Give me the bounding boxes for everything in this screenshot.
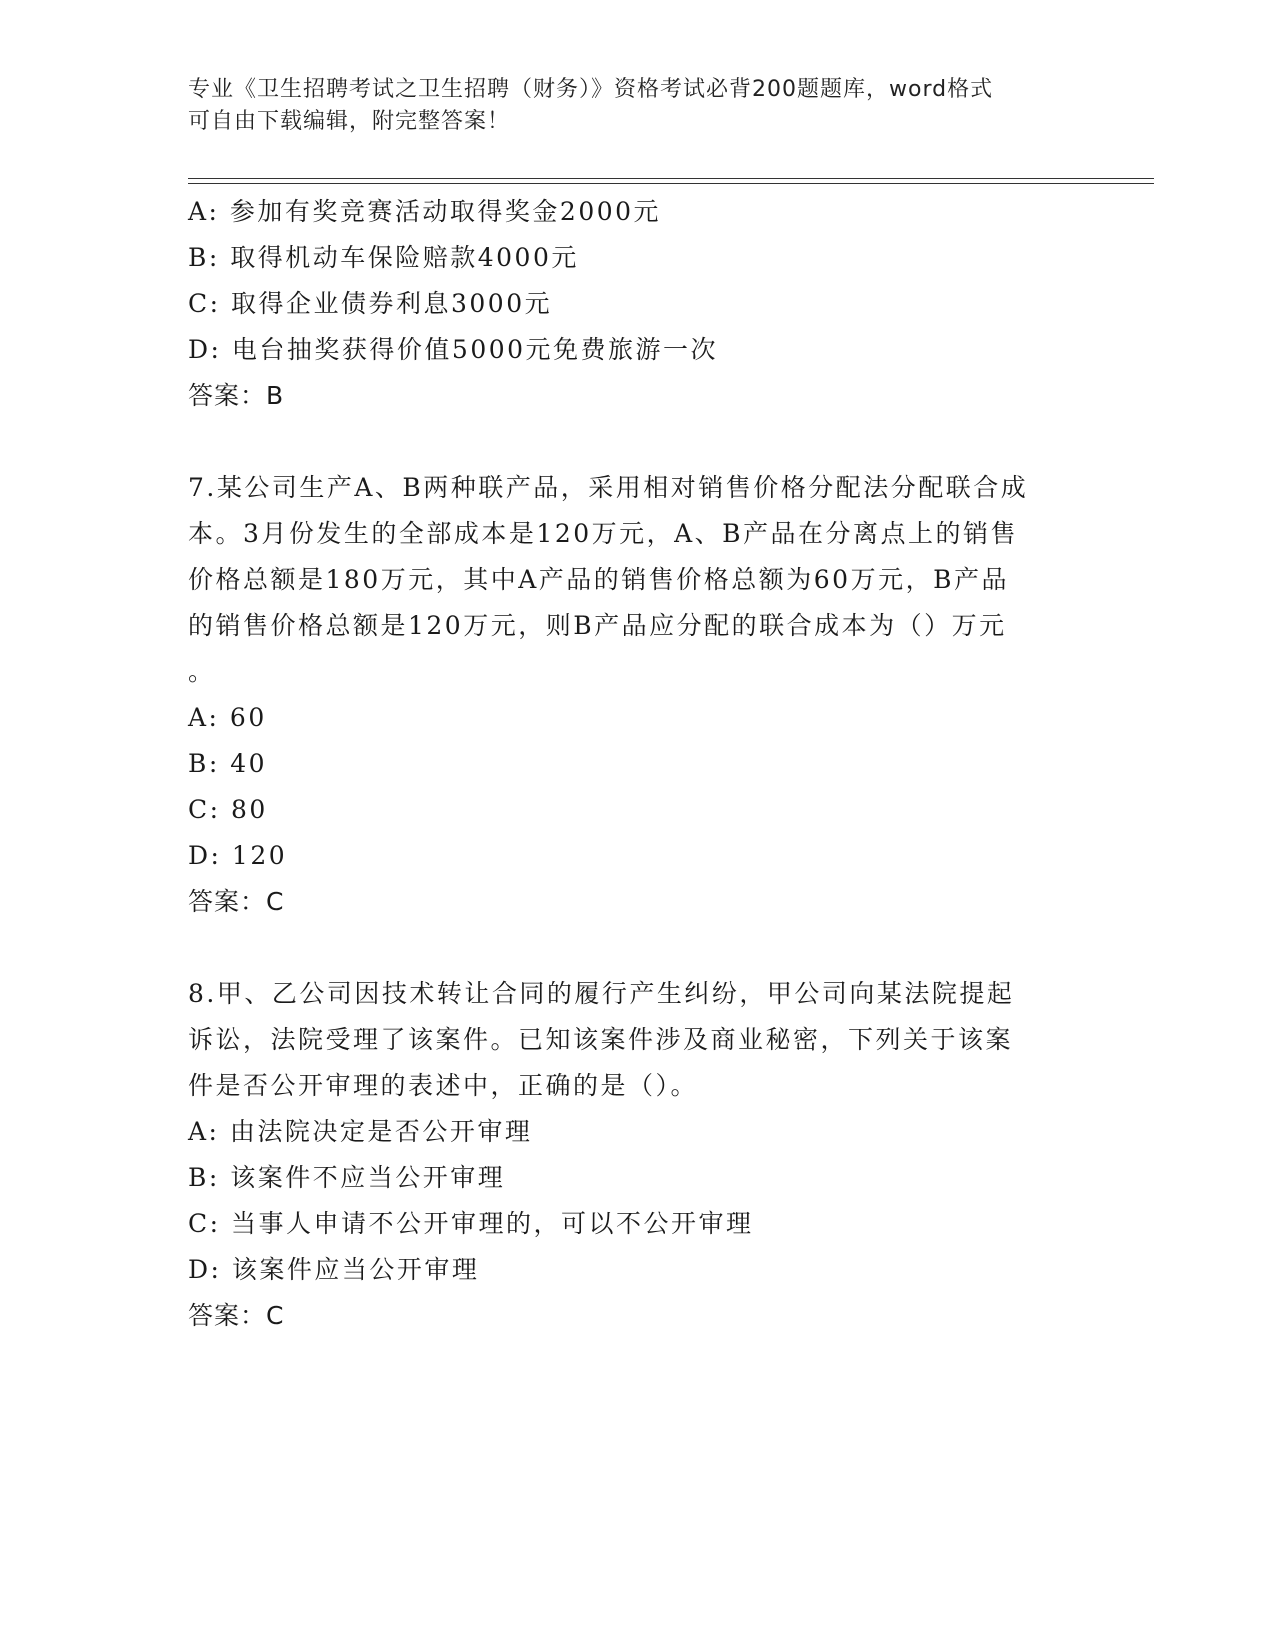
- question-line: 价格总额是180万元，其中A产品的销售价格总额为60万元，B产品: [188, 565, 1009, 594]
- question-8-text: [188, 971, 1088, 1109]
- header-divider-bottom: [188, 183, 1154, 184]
- question-line: 件是否公开审理的表述中，正确的是（）。: [188, 1071, 699, 1100]
- option-d: D: 120: [188, 841, 288, 870]
- option-a: A: 参加有奖竞赛活动取得奖金2000元: [188, 197, 662, 226]
- question-6-answer: 答案：B: [188, 381, 285, 410]
- document-body: [188, 189, 1088, 1339]
- option-c: C: 80: [188, 795, 268, 824]
- question-line: 本。3月份发生的全部成本是120万元，A、B产品在分离点上的销售: [188, 519, 1019, 548]
- question-6-options: [188, 189, 1088, 373]
- question-line: 诉讼，法院受理了该案件。已知该案件涉及商业秘密，下列关于该案: [188, 1025, 1014, 1054]
- question-line: 。: [188, 657, 216, 686]
- option-a: A: 由法院决定是否公开审理: [188, 1117, 533, 1146]
- question-7-answer: 答案：C: [188, 887, 285, 916]
- header-line-1: 专业《卫生招聘考试之卫生招聘（财务）》资格考试必背200题题库，word格式: [188, 77, 994, 102]
- option-c: C: 取得企业债券利息3000元: [188, 289, 553, 318]
- question-7-text: [188, 465, 1088, 695]
- question-7-options: [188, 695, 1088, 879]
- header-line-2: 可自由下载编辑，附完整答案！: [188, 109, 511, 134]
- option-a: A: 60: [188, 703, 267, 732]
- document-header: [188, 74, 1078, 138]
- spacer: [188, 925, 1088, 971]
- option-b: B: 该案件不应当公开审理: [188, 1163, 506, 1192]
- question-line: 8.甲、乙公司因技术转让合同的履行产生纠纷，甲公司向某法院提起: [188, 979, 1015, 1008]
- question-line: 的销售价格总额是120万元，则B产品应分配的联合成本为（）万元: [188, 611, 1007, 640]
- question-8-options: [188, 1109, 1088, 1293]
- option-d: D: 电台抽奖获得价值5000元免费旅游一次: [188, 335, 719, 364]
- header-divider-top: [188, 178, 1154, 179]
- question-8-answer: 答案：C: [188, 1301, 285, 1330]
- option-c: C: 当事人申请不公开审理的，可以不公开审理: [188, 1209, 754, 1238]
- option-d: D: 该案件应当公开审理: [188, 1255, 480, 1284]
- question-line: 7.某公司生产A、B两种联产品，采用相对销售价格分配法分配联合成: [188, 473, 1029, 502]
- option-b: B: 取得机动车保险赔款4000元: [188, 243, 579, 272]
- option-b: B: 40: [188, 749, 268, 778]
- spacer: [188, 419, 1088, 465]
